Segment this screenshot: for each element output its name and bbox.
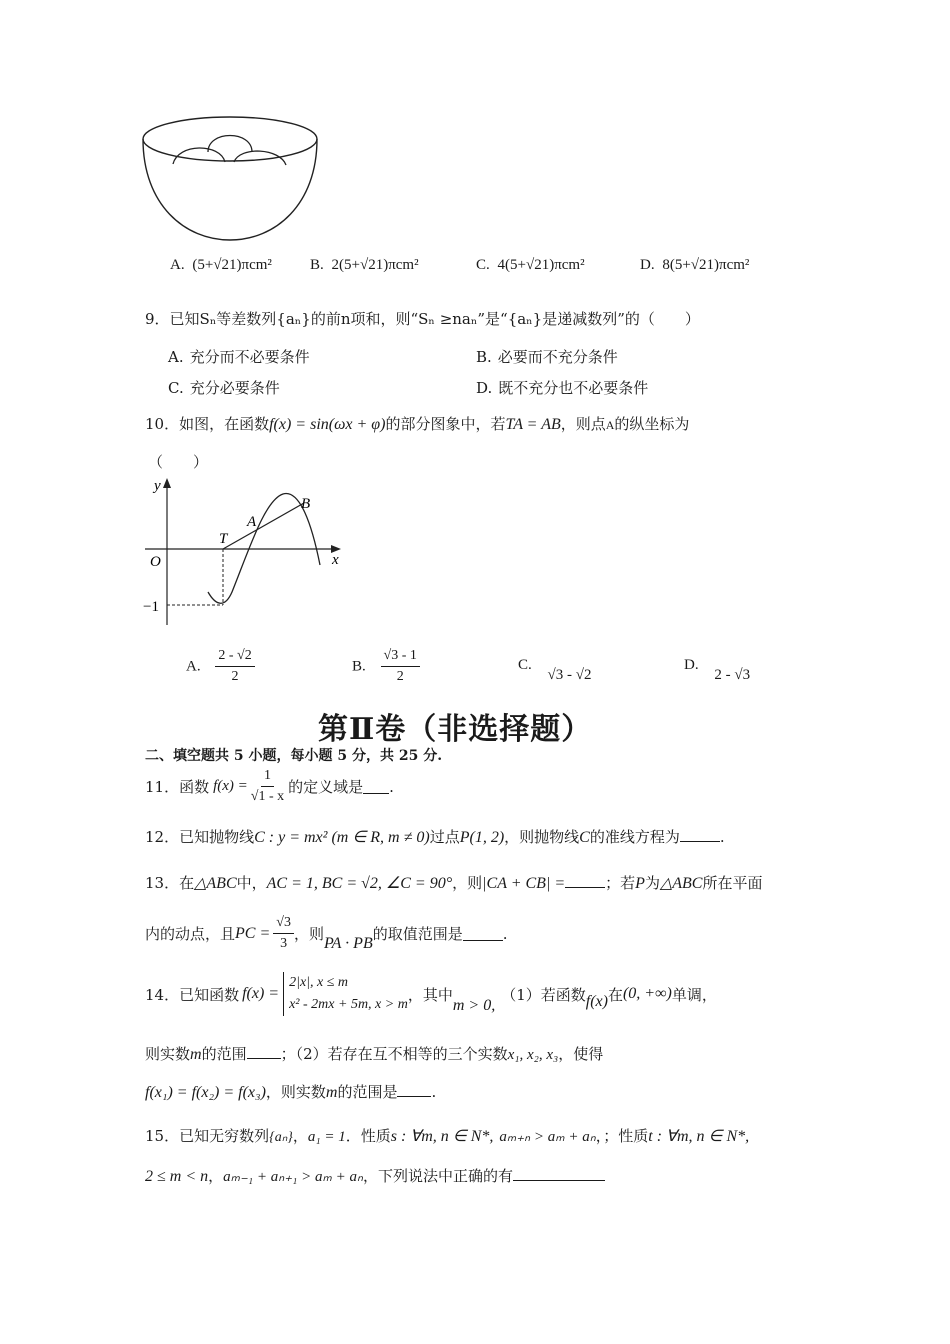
q9-stem: 9．已知Sₙ等差数列{aₙ}的前n项和，则“Sₙ ≥naₙ”是“{aₙ}是递减数列”的（ ） xyxy=(145,310,700,328)
graph-label-b: B xyxy=(301,496,311,512)
graph-label-x: x xyxy=(332,552,339,568)
q12: 12．已知抛物线C : y = mx² (m ∈ R, m ≠ 0)过点P(1, 2)，则抛物线C的准线方程为 . xyxy=(145,828,725,846)
q9-option-a[interactable]: A. 充分而不必要条件 xyxy=(168,348,310,366)
q11-answer-blank[interactable] xyxy=(363,779,389,794)
q15-answer-blank[interactable] xyxy=(513,1166,605,1181)
graph-label-o: O xyxy=(150,554,161,570)
q13-line1: 13．在△ABC中，AC = 1, BC = √2, ∠C = 90°，则|CA + CB| = ；若P为△ABC所在平面 xyxy=(145,874,763,892)
q12-answer-blank[interactable] xyxy=(680,827,720,842)
bowl-figure xyxy=(140,110,322,245)
graph-label-a: A xyxy=(247,514,257,530)
graph-label-y: y xyxy=(154,478,161,494)
graph-label-t: T xyxy=(219,531,228,547)
q13-line2: 内的动点，且 PC = $\frac{√3}{3}$ ，则 PA · PB 的取值范围是 . xyxy=(145,915,508,952)
q14-line1: 14．已知函数 f(x) = 2|x|, x ≤ m x² - 2mx + 5m, x > m ，其中 m > 0, （1）若函数 f(x) 在 (0, +∞) 单调， xyxy=(145,972,717,1016)
q9-option-d[interactable]: D. 既不充分也不必要条件 xyxy=(476,379,649,397)
q10-option-a[interactable]: A. $\frac{2 - √2}{2}$ xyxy=(186,646,255,687)
q8-option-d[interactable]: D. 8(5+√21)πcm² xyxy=(640,257,750,273)
q8-option-c[interactable]: C. 4(5+√21)πcm² xyxy=(476,257,585,273)
part2-title: 第Ⅱ卷（非选择题） xyxy=(318,712,593,747)
q13-blank-1[interactable] xyxy=(565,873,605,888)
q11: 11．函数 f(x) = $\frac{1}{√1 - x}$ 的定义域是 . xyxy=(145,768,394,804)
q14-blank-1[interactable] xyxy=(247,1044,281,1059)
q10-graph xyxy=(140,475,355,630)
q15-line2: 2 ≤ m < n，aₘ₋₁ + aₙ₊₁ > aₘ + aₙ，下列说法中正确的有 xyxy=(145,1165,605,1186)
q14-line2: 则实数m的范围 ；（2）若存在互不相等的三个实数x₁, x₂, x₃，使得 xyxy=(145,1045,604,1063)
q9-option-c[interactable]: C. 充分必要条件 xyxy=(168,379,280,397)
section-heading: 二、填空题共 5 小题，每小题 5 分，共 25 分. xyxy=(145,748,443,764)
q10-option-c[interactable]: C. √3 - √2 xyxy=(518,657,592,683)
q9-option-b[interactable]: B. 必要而不充分条件 xyxy=(476,348,618,366)
q10-paren: （ ） xyxy=(148,453,209,471)
q8-option-b[interactable]: B. 2(5+√21)πcm² xyxy=(310,257,419,273)
q10-stem: 10．如图，在函数f(x) = sin(ωx + φ)的部分图象中，若TA = AB，则点A的纵坐标为 xyxy=(145,415,690,433)
q15-line1: 15．已知无穷数列{aₙ}，a₁ = 1．性质s : ∀m, n ∈ N*, aₘ₊ₙ > aₘ + aₙ，；性质t : ∀m, n ∈ N*, xyxy=(145,1127,750,1145)
q14-blank-2[interactable] xyxy=(397,1082,431,1097)
q10-option-b[interactable]: B. $\frac{√3 - 1}{2}$ xyxy=(352,646,420,687)
q14-piecewise: 2|x|, x ≤ m x² - 2mx + 5m, x > m xyxy=(283,972,408,1016)
q8-option-a[interactable]: A. (5+√21)πcm² xyxy=(170,257,272,273)
graph-label-minus-one: −1 xyxy=(143,599,159,615)
q14-line3: f(x₁) = f(x₂) = f(x₃)，则实数m的范围是 . xyxy=(145,1083,437,1101)
q10-option-d[interactable]: D. 2 - √3 xyxy=(684,657,751,683)
q13-blank-2[interactable] xyxy=(463,926,503,941)
